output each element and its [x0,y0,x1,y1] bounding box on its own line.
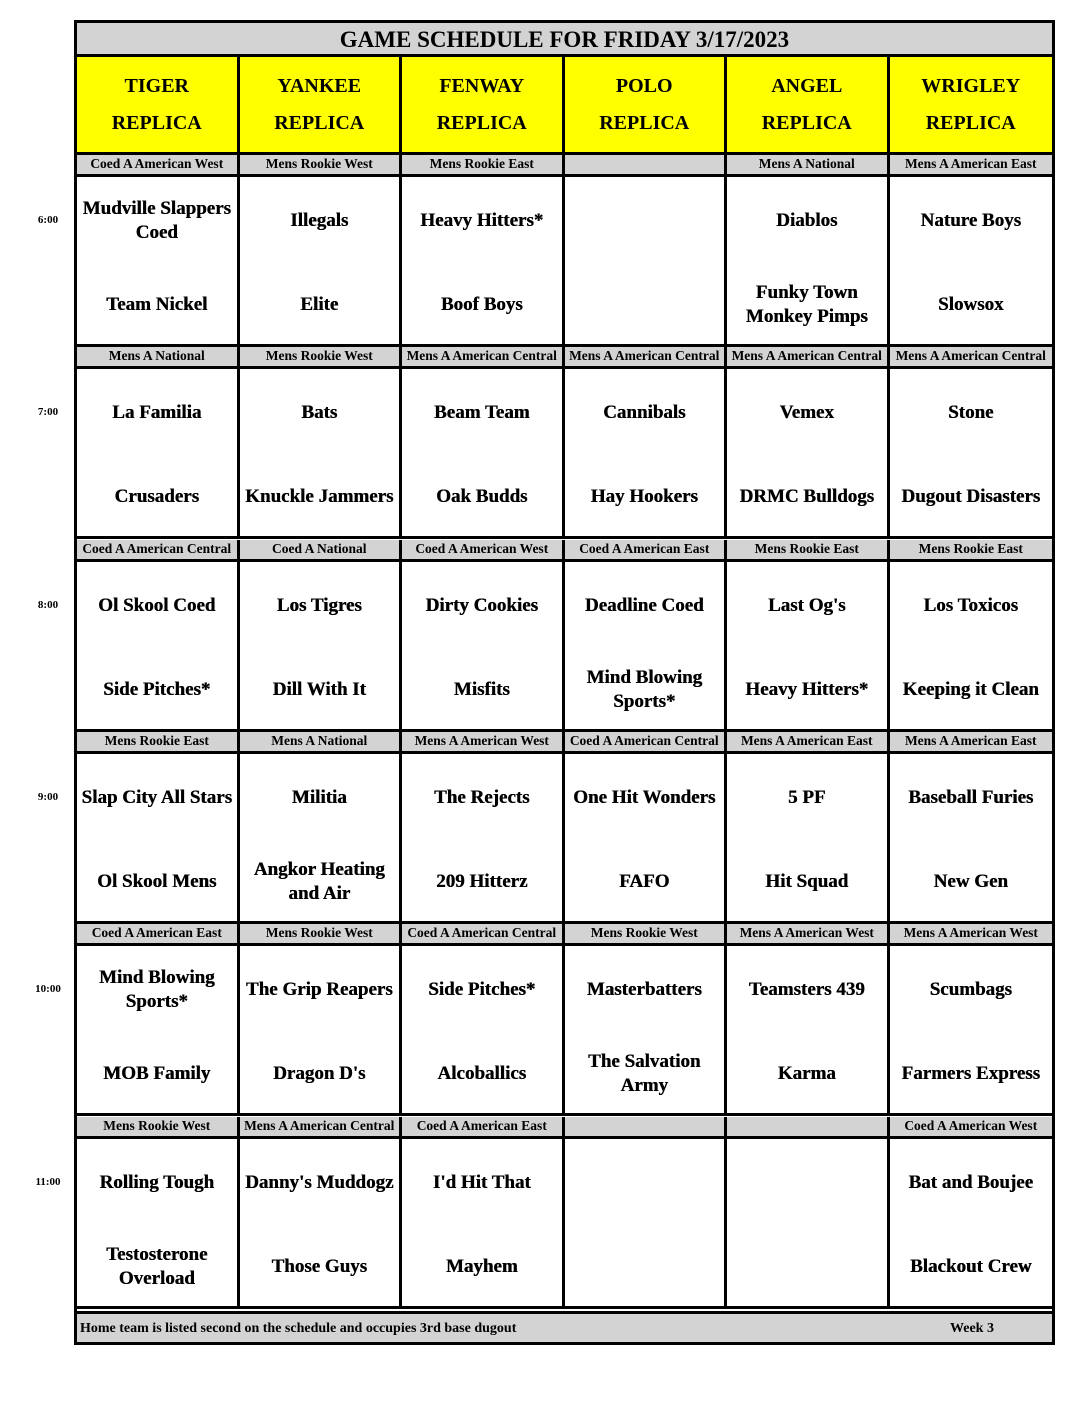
game-cell [727,562,890,729]
away-team: Vemex [779,402,834,424]
home-team: Misfits [453,678,510,700]
game-cell [565,177,728,344]
game-cell [402,946,565,1113]
away-team: Danny's Muddogz [245,1171,394,1193]
home-team: Testosterone Overload [106,1243,208,1289]
division-label: Mens A American East [727,732,890,751]
game-cell [402,177,565,344]
home-team: Oak Budds [436,486,528,508]
time-label: 8:00 [37,598,59,611]
away-team: I'd Hit That [432,1171,531,1193]
game-cell [890,562,1053,729]
away-team: Rolling Tough [99,1171,215,1193]
time-label: 10:00 [35,983,61,996]
home-team: Knuckle Jammers [245,486,394,508]
game-cell [890,1139,1053,1306]
away-team: Dirty Cookies [425,594,538,616]
games-row [77,1139,1052,1309]
home-team: Hit Squad [765,870,849,892]
time-slot [77,1117,1052,1309]
home-team: Dragon D's [273,1063,366,1085]
division-label: Mens A National [727,155,890,174]
home-team: Slowsox [938,294,1004,315]
field-sub: REPLICA [274,111,365,134]
game-cell [890,946,1053,1113]
game-cell [727,1139,890,1306]
away-team: La Familia [112,402,202,424]
game-cell [240,177,403,344]
away-team: Mudville Slappers Coed [82,198,231,243]
time-slot [77,347,1052,539]
division-row [77,155,1052,177]
division-label: Mens A American Central [727,347,890,366]
away-team: Los Tigres [276,594,362,616]
games-row [77,754,1052,924]
home-team: Alcoballics [437,1063,527,1085]
game-cell [240,562,403,729]
game-cell [565,1139,728,1306]
away-team: Side Pitches* [428,979,536,1001]
game-cell [77,1139,240,1306]
game-cell [77,946,240,1113]
division-label: Mens Rookie East [77,732,240,751]
away-team: Diablos [776,210,838,231]
schedule-sheet [74,20,1055,1345]
field-wrigley [890,57,1053,155]
field-name: YANKEE [277,74,362,97]
game-cell [240,946,403,1113]
time-label: 9:00 [37,790,59,803]
division-label: Mens Rookie West [240,924,403,943]
game-cell [77,369,240,536]
away-team: Scumbags [929,979,1012,1001]
field-name: POLO [615,74,673,97]
division-label: Mens A American East [904,156,1037,171]
field-sub: REPLICA [111,111,202,134]
home-team-note: Home team is listed second on the schedule and occupies 3rd base dugout [80,1321,517,1336]
game-cell [402,562,565,729]
division-label [565,1117,728,1136]
away-team: Nature Boys [920,210,1021,231]
division-label: Mens A American Central [895,348,1046,364]
away-team: Ol Skool Coed [98,594,216,616]
time-label: 11:00 [35,1175,61,1188]
game-cell [565,369,728,536]
away-team: Slap City All Stars [81,786,232,808]
home-team: DRMC Bulldogs [739,486,875,508]
field-name: TIGER [124,74,189,97]
division-label [727,1117,890,1136]
division-label: Mens A American West [402,732,565,751]
game-cell [402,754,565,921]
game-cell [77,754,240,921]
field-sub: REPLICA [599,111,690,134]
division-label: Coed A American Central [565,732,728,751]
time-slot [77,540,1052,732]
field-tiger [77,57,240,155]
away-team: Deadline Coed [584,594,704,616]
away-team: Los Toxicos [923,594,1018,616]
away-team: Heavy Hitters* [420,210,544,231]
home-team: Elite [300,294,339,315]
division-label: Mens A American West [903,925,1038,941]
home-team: Dugout Disasters [901,486,1041,508]
away-team: Militia [291,786,347,808]
home-team: Crusaders [114,486,199,508]
division-row [77,540,1052,562]
home-team: Team Nickel [106,294,208,315]
division-label: Coed A American Central [77,540,240,559]
division-label: Mens A American West [727,924,890,943]
field-polo [565,57,728,155]
schedule-title: GAME SCHEDULE FOR FRIDAY 3/17/2023 [77,23,1052,57]
time-label: 6:00 [37,214,59,226]
away-team: Bats [301,402,338,424]
home-team: Ol Skool Mens [97,870,217,892]
away-team: Illegals [290,210,349,231]
game-cell [890,754,1053,921]
game-cell [77,177,240,344]
division-label: Mens Rookie East [402,155,565,174]
time-slot [77,155,1052,347]
field-sub: REPLICA [761,111,852,134]
away-team: Bat and Boujee [908,1171,1034,1193]
time-label: 7:00 [37,406,59,419]
away-team: Mind Blowing Sports* [98,967,215,1013]
division-label: Mens A American Central [402,347,565,366]
game-cell [240,754,403,921]
field-name: ANGEL [771,74,843,97]
division-label: Mens A American Central [565,347,728,366]
division-row [77,732,1052,754]
field-fenway [402,57,565,155]
division-label: Mens Rookie East [918,540,1023,556]
away-team: 5 PF [788,786,826,808]
field-header-row [77,57,1052,155]
division-label: Mens Rookie West [240,347,403,366]
home-team: 209 Hitterz [436,870,528,892]
away-team: The Grip Reapers [245,979,393,1001]
home-team: FAFO [619,870,670,892]
field-sub: REPLICA [436,111,527,134]
division-row [77,924,1052,946]
game-cell [727,369,890,536]
week-label: Week 3 [950,1321,994,1336]
field-angel [727,57,890,155]
away-team: One Hit Wonders [573,786,716,808]
division-label: Mens A National [77,347,240,366]
home-team: Boof Boys [440,294,523,315]
game-cell [890,369,1053,536]
away-team: Baseball Furies [908,786,1034,808]
away-team: The Rejects [434,786,530,808]
field-name: FENWAY [439,74,525,97]
home-team: Angkor Heating and Air [253,858,385,904]
division-label: Coed A American East [402,1117,565,1136]
game-cell [727,754,890,921]
division-label: Mens Rookie East [727,540,890,559]
home-team: Keeping it Clean [902,678,1039,700]
division-label: Coed A American West [77,155,240,174]
home-team: Hay Hookers [590,486,698,508]
field-yankee [240,57,403,155]
division-label: Mens A National [240,732,403,751]
home-team: Farmers Express [901,1063,1040,1085]
home-team: Mayhem [445,1255,518,1277]
division-label: Mens A American Central [240,1117,403,1136]
away-team: Stone [948,402,994,424]
games-row [77,562,1052,732]
division-label [565,155,728,174]
home-team: Funky Town Monkey Pimps [745,282,868,327]
home-team: Those Guys [271,1255,368,1277]
schedule-footer [77,1311,1052,1342]
games-row [77,177,1052,347]
game-cell [240,1139,403,1306]
game-cell [727,946,890,1113]
games-row [77,946,1052,1116]
home-team: Heavy Hitters* [745,678,869,700]
home-team: Dill With It [272,678,366,700]
game-cell [240,369,403,536]
games-row [77,369,1052,539]
game-cell [565,946,728,1113]
home-team: Side Pitches* [103,678,211,700]
division-label: Coed A American East [565,540,728,559]
division-label: Mens Rookie West [565,924,728,943]
game-cell [565,562,728,729]
away-team: Beam Team [433,402,530,424]
division-label: Coed A National [240,540,403,559]
away-team: Cannibals [603,402,686,424]
division-label: Coed A American Central [402,924,565,943]
division-label: Mens Rookie West [77,1117,240,1136]
home-team: Blackout Crew [909,1255,1032,1277]
game-cell [402,1139,565,1306]
division-label: Coed A American East [77,924,240,943]
home-team: MOB Family [103,1063,211,1085]
division-row [77,1117,1052,1139]
away-team: Last Og's [767,594,846,616]
home-team: The Salvation Army [588,1051,701,1097]
away-team: Teamsters 439 [748,979,865,1001]
division-label: Mens Rookie West [240,155,403,174]
away-team: Masterbatters [586,979,702,1001]
time-slot [77,732,1052,924]
game-cell [77,562,240,729]
division-label: Coed A American West [904,1117,1038,1133]
game-cell [565,754,728,921]
game-cell [402,369,565,536]
field-sub: REPLICA [925,111,1016,134]
division-label: Mens A American East [904,732,1037,748]
time-slot [77,924,1052,1116]
field-name: WRIGLEY [921,74,1021,97]
game-cell [727,177,890,344]
home-team: New Gen [933,870,1008,892]
home-team: Mind Blowing Sports* [586,666,703,712]
division-label: Coed A American West [402,540,565,559]
home-team: Karma [777,1063,836,1085]
division-row [77,347,1052,369]
game-cell [890,177,1053,344]
